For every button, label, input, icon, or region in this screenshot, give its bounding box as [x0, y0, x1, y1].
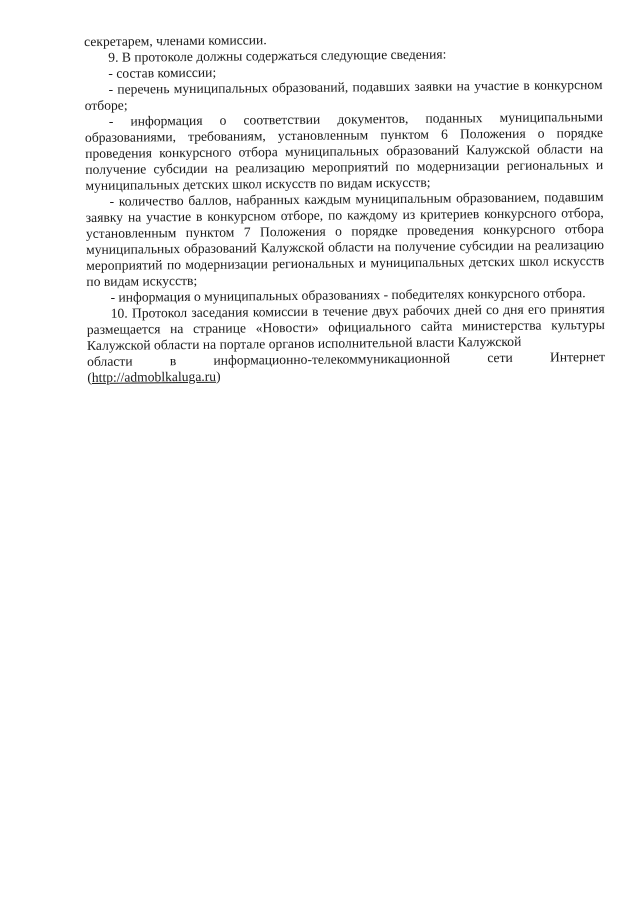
word-seti: сети: [487, 349, 513, 366]
list-item-commission-composition: - состав комиссии;: [108, 64, 217, 81]
word-internet: Интернет: [549, 349, 606, 365]
link-close-paren: ): [215, 368, 221, 384]
paragraph-9-heading: 9. В протоколе должны содержаться следующие сведения:: [108, 46, 447, 65]
list-item-scores: - количество баллов, набранных каждым муниципальным образованием, подавшим заявку на участие в конкурсном отборе, по каждому из критериев конкурсного отбора, установленным пунктом 7 Положения о порядке проведения конкурсного отбора муниципальных образований Калужской области на получение субсидии на реализацию мероприятий по модернизации региональных и муниципальных детских школ искусств по видам искусств;: [85, 189, 605, 289]
link-open-paren: (: [87, 369, 92, 385]
word-oblasti: области: [87, 353, 133, 369]
list-item-municipalities-list: - перечень муниципальных образований, подавших заявки на участие в конкурсном отборе;: [84, 77, 603, 113]
word-info-telecom: информационно-телекоммуникационной: [213, 350, 451, 368]
word-v: в: [169, 353, 177, 369]
paragraph-continuation: секретарем, членами комиссии.: [84, 32, 267, 49]
list-item-winners: - информация о муниципальных образованиях - победителях конкурсного отбора.: [110, 285, 586, 305]
list-item-documents-compliance: - информация о соответствии документов, поданных муниципальными образованиями, требованиям, установленным пунктом 6 Положения о порядке проведения конкурсного отбора муниципальных образований Калужской области на получение субсидии на реализацию мероприятий по модернизации региональных и муниципальных детских школ искусств по видам искусств;: [84, 109, 604, 193]
website-link[interactable]: http://admoblkaluga.ru: [91, 368, 217, 385]
paragraph-10: 10. Протокол заседания комиссии в течение двух рабочих дней со дня его принятия размещается на странице «Новости» официального сайта министерства культуры Калужской области на портале органов исполнительной власти Калужской: [86, 301, 605, 353]
document-body: [84, 29, 605, 386]
